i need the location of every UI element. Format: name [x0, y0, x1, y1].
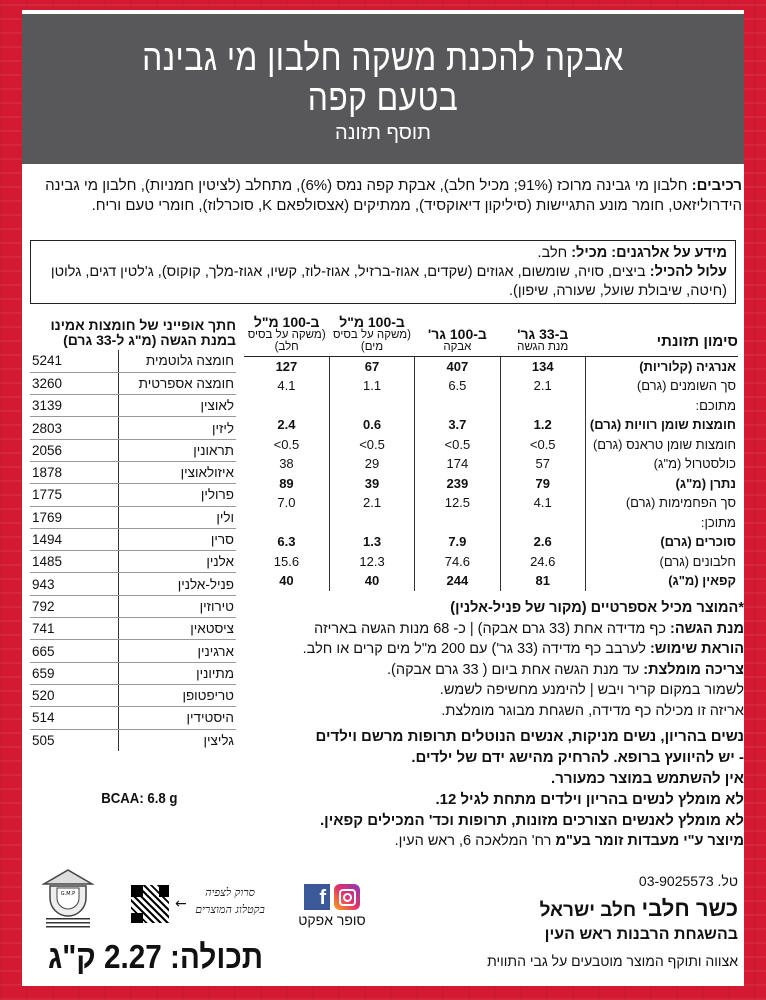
nutrient-value: 1.3 — [329, 532, 414, 552]
amino-name: אלנין — [118, 551, 236, 573]
nutrient-label: כולסטרול (מ"ג) — [653, 456, 736, 472]
nutrient-label: חלבונים (גרם) — [659, 553, 736, 569]
nutrient-value: 0.5> — [415, 435, 500, 455]
nutrition-title: סימון תזונתי — [585, 316, 738, 357]
storage-note: לשמור במקום קריר ויבש | להימנע מחשיפה לשמש. — [439, 682, 744, 699]
amino-row — [30, 684, 236, 706]
amino-name: ולין — [118, 506, 236, 528]
nutrition-row — [244, 474, 738, 494]
social-links — [292, 884, 372, 928]
amino-row — [30, 439, 236, 461]
nutrient-value: 40 — [244, 571, 329, 591]
amino-value: 741 — [30, 618, 118, 640]
recommended-intake: צריכה מומלצת: עד מנת הגשה אחת ביום ( 33 גרם אבקה). — [387, 661, 744, 678]
nutrient-value: 239 — [415, 474, 500, 494]
amino-title: חתך אופייני של חומצות אמינו במנת הגשה (מ"ג ל-33 גרם) — [50, 317, 236, 348]
manufacturer: מיוצר ע"י מעבדות זומר בע"מ רח' המלאכה 6, ראש העין. — [394, 832, 744, 849]
amino-value: 659 — [30, 662, 118, 684]
amino-row — [30, 729, 236, 751]
nutrient-label: חומצות שומן טראנס (גרם) — [592, 436, 736, 452]
nutrition-row — [244, 435, 738, 455]
amino-row — [30, 484, 236, 506]
ingredients-value: חלבון מי גבינה מרוכז (91%; מכיל חלב), אבקת קפה נמס (6%), מתחלב (לציטין חמניות), חלבון מי גבינה הידרוליזאט, חומר מונע התגיישות (סיליקון דיאוקסיד), ממתיקים (אצסולפאם K, סוכרלוז), חומרי טעם וריח. — [45, 177, 742, 214]
warning-line: לא מומלץ לנשים בהריון וילדים מתחת לגיל 12. — [435, 790, 744, 808]
nutrient-value: 0.5> — [244, 435, 329, 455]
nutrient-value — [244, 396, 329, 416]
amino-value: 665 — [30, 640, 118, 662]
product-header — [22, 14, 744, 164]
nutrient-value: 67 — [329, 357, 414, 377]
warning-line: נשים בהריון, נשים מניקות, אנשים הנוטלים תרופות מרשם וילדים — [315, 727, 744, 745]
amino-name: מתיונין — [118, 662, 236, 684]
nutrient-value: 7.9 — [415, 532, 500, 552]
nutrient-label: סוכרים (גרם) — [660, 534, 736, 550]
amino-row — [30, 528, 236, 550]
nutrient-value — [329, 513, 414, 533]
amino-value: 943 — [30, 573, 118, 595]
nutrition-row — [244, 396, 738, 416]
nutrient-value: 2.6 — [500, 532, 585, 552]
amino-row — [30, 573, 236, 595]
amino-value: 1494 — [30, 528, 118, 550]
bcaa-total: BCAA: 6.8 g — [101, 790, 178, 807]
amino-value: 2803 — [30, 417, 118, 439]
facebook-icon[interactable]: f — [304, 884, 330, 910]
amino-name: חומצה גלוטמית — [118, 350, 236, 372]
kosher-type: כשר חלבי — [641, 896, 738, 921]
amino-name: גליצין — [118, 729, 236, 751]
nutrient-value: 4.1 — [244, 376, 329, 396]
instagram-icon[interactable] — [334, 884, 360, 910]
amino-row — [30, 595, 236, 617]
nutrition-row — [244, 376, 738, 396]
amino-name: סרין — [118, 528, 236, 550]
amino-name: פרולין — [118, 484, 236, 506]
nutrient-label: קפאין (מ"ג) — [668, 573, 736, 589]
nutrient-value: 29 — [329, 454, 414, 474]
nutrient-value: 127 — [244, 357, 329, 377]
nutrient-value: 38 — [244, 454, 329, 474]
nutrient-value: 6.3 — [244, 532, 329, 552]
qr-code-icon[interactable] — [130, 884, 170, 924]
amino-row — [30, 640, 236, 662]
amino-name: היסטידין — [118, 707, 236, 729]
nutrient-value — [244, 513, 329, 533]
nutrient-value — [500, 396, 585, 416]
serving-size: מנת הגשה: כף מדידה אחת (33 גרם אבקה) | כ- 68 מנות הגשה באריזה — [314, 620, 744, 637]
brand-name: סופר אפקט — [298, 912, 366, 928]
amino-name: איזולאוצין — [118, 461, 236, 483]
nutrient-value: 0.6 — [329, 415, 414, 435]
nutrient-value — [415, 396, 500, 416]
amino-value: 1878 — [30, 461, 118, 483]
amino-value: 5241 — [30, 350, 118, 372]
amino-value: 792 — [30, 595, 118, 617]
amino-value: 1485 — [30, 551, 118, 573]
nutrient-label: מתוכם: — [695, 397, 736, 413]
batch-expiry-note: אצווה ותוקף המוצר מוטבעים על גבי התווית — [487, 953, 738, 969]
nutrient-value: 81 — [500, 571, 585, 591]
scan-caption: סרוק לצפיה בקטלוג המוצרים — [195, 886, 265, 916]
amino-row — [30, 707, 236, 729]
nutrient-value: 12.5 — [415, 493, 500, 513]
nutrient-value: 4.1 — [500, 493, 585, 513]
nutrient-value: 89 — [244, 474, 329, 494]
nutrient-value: 2.4 — [244, 415, 329, 435]
nutrient-value: 134 — [500, 357, 585, 377]
nutrient-value: 2.1 — [329, 493, 414, 513]
arrow-left-icon: ← — [175, 896, 187, 912]
nutrient-value: 79 — [500, 474, 585, 494]
nutrient-value: 2.1 — [500, 376, 585, 396]
nutrient-value: 12.3 — [329, 552, 414, 572]
scoop-note: אריזה זו מכילה כף מדידה, השגחת מבוגר מומלצת. — [441, 702, 744, 719]
amino-value: 520 — [30, 684, 118, 706]
nutrient-value: 1.1 — [329, 376, 414, 396]
amino-name: פניל-אלנין — [118, 573, 236, 595]
amino-name: טירוזין — [118, 595, 236, 617]
ingredients-text — [30, 176, 742, 216]
nutrient-value: 3.7 — [415, 415, 500, 435]
nutrient-value: 1.2 — [500, 415, 585, 435]
amino-name: חומצה אספרטית — [118, 372, 236, 394]
amino-acid-profile — [30, 318, 236, 751]
amino-value: 514 — [30, 707, 118, 729]
allergen-contains-label: מידע על אלרגנים: מכיל: — [571, 245, 727, 261]
amino-name: ארגינין — [118, 640, 236, 662]
amino-value: 3260 — [30, 372, 118, 394]
warning-line: אין להשתמש במוצר כמעורר. — [551, 769, 744, 787]
amino-row — [30, 461, 236, 483]
amino-name: לאוצין — [118, 395, 236, 417]
nutrient-value: 244 — [415, 571, 500, 591]
amino-value: 1769 — [30, 506, 118, 528]
nutrient-value: 407 — [415, 357, 500, 377]
nutrient-value: 0.5> — [500, 435, 585, 455]
product-subtitle: תוסף תזונה — [335, 122, 431, 144]
nutrition-col-header: ב-100 מ"ל (משקה על בסיס חלב) — [244, 316, 329, 357]
amino-row — [30, 372, 236, 394]
nutrient-value: 24.6 — [500, 552, 585, 572]
nutrition-row — [244, 493, 738, 513]
allergen-box — [30, 240, 736, 304]
nutrient-value — [329, 396, 414, 416]
ingredients-label: רכיבים: — [691, 177, 742, 194]
nutrient-label: חומצות שומן רוויות (גרם) — [589, 417, 736, 433]
amino-row — [30, 662, 236, 684]
amino-row — [30, 551, 236, 573]
net-weight: תכולה: 2.27 ק"ג — [48, 938, 264, 975]
amino-name: תראונין — [118, 439, 236, 461]
nutrition-col-header: ב-100 גר' אבקה — [415, 316, 500, 357]
warning-line: לא מומלץ לאנשים הצורכים מזונות, תרופות וכד' המכילים קפאין. — [320, 811, 744, 829]
amino-name: ליזין — [118, 417, 236, 439]
nutrition-row — [244, 415, 738, 435]
amino-name: ציסטאין — [118, 618, 236, 640]
nutrient-label: סך השומנים (גרם) — [636, 378, 736, 394]
aspartame-note: *המוצר מכיל אספרטיים (מקור של פניל-אלנין) — [450, 600, 744, 616]
nutrition-table — [244, 316, 738, 591]
usage-instructions: הוראת שימוש: לערבב כף מדידה (33 גר') עם 200 מ"ל מים קרים או חלב. — [302, 641, 744, 658]
nutrient-label: סך הפחמימות (גרם) — [625, 495, 736, 511]
title-line-2: בטעם קפה — [307, 77, 459, 118]
nutrient-value — [415, 513, 500, 533]
nutrient-value — [500, 513, 585, 533]
amino-value: 2056 — [30, 439, 118, 461]
amino-row — [30, 506, 236, 528]
nutrient-value: 39 — [329, 474, 414, 494]
gmp-badge-icon — [42, 868, 94, 930]
amino-value: 505 — [32, 732, 55, 748]
nutrient-value: 6.5 — [415, 376, 500, 396]
nutrient-label: אנרגיה (קלוריות) — [639, 359, 736, 374]
nutrient-value: 7.0 — [244, 493, 329, 513]
amino-name: טריפטופן — [118, 684, 236, 706]
amino-row — [30, 618, 236, 640]
amino-value: 3139 — [30, 395, 118, 417]
nutrition-col-header: ב-100 מ"ל (משקה על בסיס מים) — [329, 316, 414, 357]
allergen-may-contain-value: ביצים, סויה, שומשום, אגוזים (שקדים, אגוז-ברזיל, אגוז-לוז, קשיו, אגוז-מלך, קוקוס), ג'לטין דגים, גלוטן (חיטה, שיבולת שועל, שעורה, שיפון). — [50, 264, 727, 299]
svg-text:G.M.P: G.M.P — [60, 891, 76, 897]
nutrition-col-header: ב-33 גר' מנת הגשה — [500, 316, 585, 357]
title-line-1: אבקה להכנת משקה חלבון מי גבינה — [142, 37, 624, 78]
phone-number: טל. 03-9025573 — [638, 873, 738, 889]
nutrition-row — [244, 357, 738, 377]
nutrition-row — [244, 454, 738, 474]
nutrient-value: 40 — [329, 571, 414, 591]
nutrient-value: 174 — [415, 454, 500, 474]
allergen-may-contain-label: עלול להכיל: — [649, 264, 727, 280]
usage-info — [244, 598, 744, 851]
nutrient-value: 0.5> — [329, 435, 414, 455]
nutrient-label: נתרן (מ"ג) — [675, 475, 736, 491]
nutrition-row — [244, 513, 738, 533]
nutrition-row — [244, 552, 738, 572]
kosher-supervision: בהשגחת הרבנות ראש העין — [544, 926, 738, 943]
amino-row — [30, 395, 236, 417]
product-title — [73, 14, 694, 118]
nutrient-value: 74.6 — [415, 552, 500, 572]
amino-row — [30, 417, 236, 439]
nutrient-value: 57 — [500, 454, 585, 474]
warning-line: - יש להיוועץ ברופא. להרחיק מהישג ידם של ילדים. — [411, 748, 744, 766]
amino-value: 1775 — [30, 484, 118, 506]
amino-row — [30, 350, 236, 372]
kosher-certification: כשר חלבי חלב ישראל בהשגחת הרבנות ראש העין אצווה ותוקף המוצר מוטבעים על גבי התווית — [487, 896, 738, 972]
nutrition-row — [244, 532, 738, 552]
nutrition-row — [244, 571, 738, 591]
nutrient-value: 15.6 — [244, 552, 329, 572]
allergen-contains-value: חלב. — [537, 245, 572, 261]
nutrient-label: מתוכן: — [700, 514, 736, 530]
